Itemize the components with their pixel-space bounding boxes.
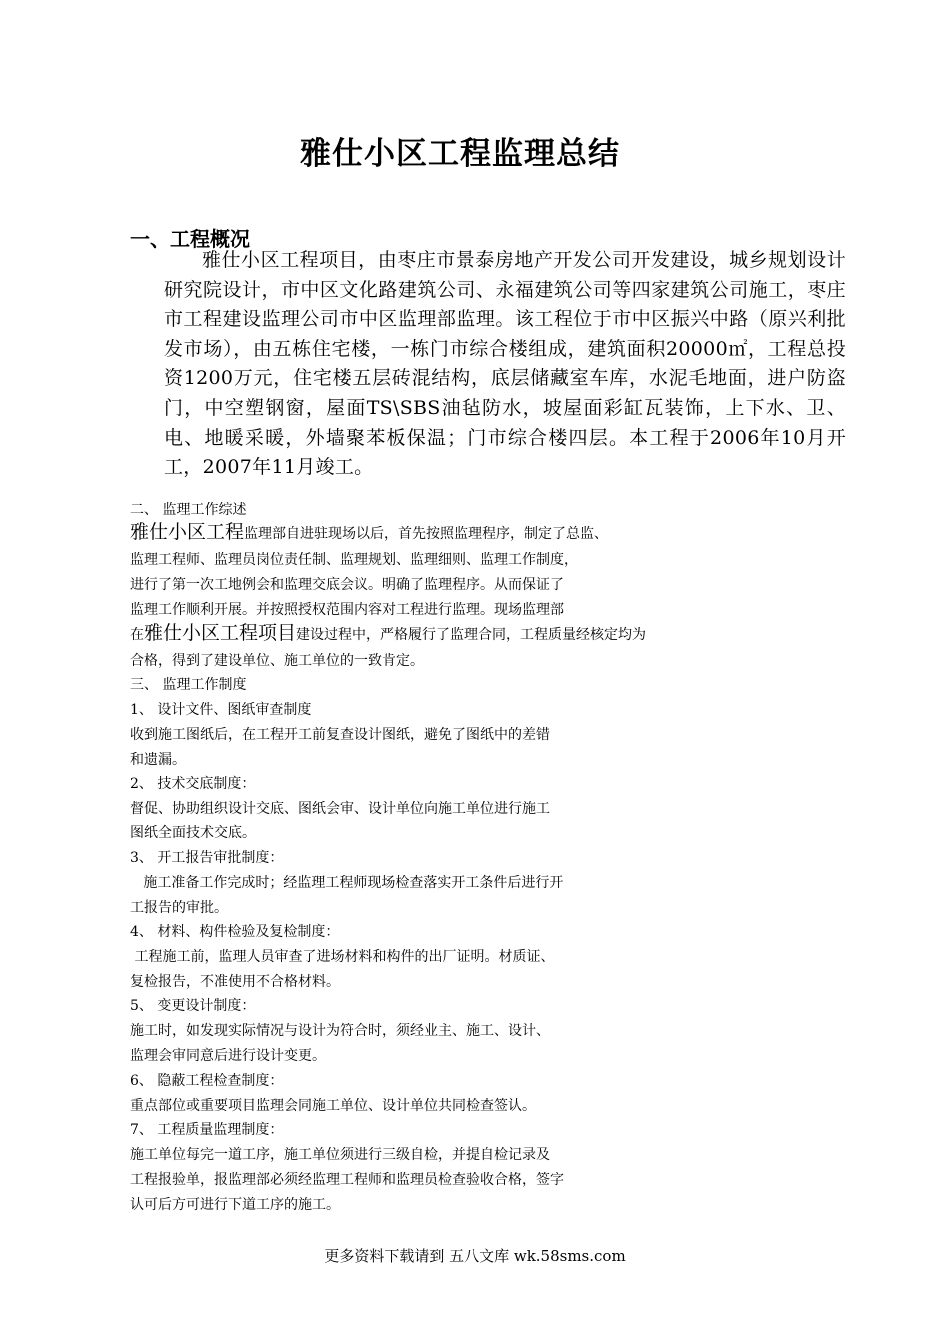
item-title: 4、 材料、构件检验及复检制度：	[130, 924, 340, 940]
item-line: 工程施工前，监理人员审查了进场材料和构件的出厂证明。材质证、	[130, 949, 555, 965]
text-span: 建设过程中，严格履行了监理合同，工程质量经核定均为	[296, 627, 647, 643]
section1-body: 雅仕小区工程项目，由枣庄市景泰房地产开发公司开发建设，城乡规划设计研究院设计，市中区文化路建筑公司、永福建筑公司等四家建筑公司施工，枣庄市工程建设监理公司市中区监理部监理。该工程位于市中区振兴中路（原兴利批发市场），由五栋住宅楼，一栋门市综合楼组成，建筑面积20000㎡，工程总投资1200万元，住宅楼五层砖混结构，底层储藏室车库，水泥毛地面，进户防盗门，中空塑钢窗，屋面TS\SBS油毡防水，坡屋面彩缸瓦装饰，上下水、卫、电、地暖采暖，外墙聚苯板保温；门市综合楼四层。本工程于2006年10月开工，2007年11月竣工。	[164, 249, 846, 479]
footer-text: 更多资料下载请到 五八文库 wk.58sms.com	[324, 1247, 626, 1265]
item-line: 督促、协助组织设计交底、图纸会审、设计单位向施工单位进行施工	[130, 801, 550, 817]
section2-line	[130, 623, 850, 645]
item-line: 施工单位每完一道工序，施工单位须进行三级自检，并提自检记录及	[130, 1147, 550, 1163]
item-line: 工程报验单，报监理部必须经监理工程师和监理员检查验收合格，签字	[130, 1172, 564, 1188]
item-line: 图纸全面技术交底。	[130, 825, 256, 841]
highlight-text: 雅仕小区工程项目	[144, 622, 297, 644]
section2-heading: 二、 监理工作综述	[130, 502, 247, 518]
item-title: 6、 隐蔽工程检查制度：	[130, 1073, 284, 1089]
page-title: 雅仕小区工程监理总结	[300, 136, 620, 172]
item-line: 和遗漏。	[130, 752, 186, 768]
text-span: 在	[130, 627, 144, 643]
item-line: 施工时，如发现实际情况与设计为符合时，须经业主、施工、设计、	[130, 1023, 550, 1039]
section2-line: 监理工程师、监理员岗位责任制、监理规划、监理细则、监理工作制度，	[130, 552, 578, 568]
section2-line: 合格，得到了建设单位、施工单位的一致肯定。	[130, 653, 424, 669]
item-line: 认可后方可进行下道工序的施工。	[130, 1197, 340, 1213]
item-title: 3、 开工报告审批制度：	[130, 850, 284, 866]
highlight-text: 雅仕小区工程	[130, 521, 245, 543]
item-title: 2、 技术交底制度：	[130, 776, 256, 792]
section2-line: 监理工作顺利开展。并按照授权范围内容对工程进行监理。现场监理部	[130, 602, 564, 618]
item-title: 5、 变更设计制度：	[130, 998, 256, 1014]
item-line: 收到施工图纸后，在工程开工前复查设计图纸，避免了图纸中的差错	[130, 727, 550, 743]
item-title: 1、 设计文件、图纸审查制度	[130, 702, 312, 718]
item-line: 工报告的审批。	[130, 900, 228, 916]
section2-line	[130, 522, 850, 544]
item-line: 施工准备工作完成时；经监理工程师现场检查落实开工条件后进行开	[130, 875, 564, 891]
item-line: 复检报告，不准使用不合格材料。	[130, 974, 340, 990]
section2-line: 进行了第一次工地例会和监理交底会议。明确了监理程序。从而保证了	[130, 577, 564, 593]
item-line: 重点部位或重要项目监理会同施工单位、设计单位共同检查签认。	[130, 1098, 536, 1114]
section3-heading: 三、 监理工作制度	[130, 677, 247, 693]
item-line: 监理会审同意后进行设计变更。	[130, 1048, 326, 1064]
item-title: 7、 工程质量监理制度：	[130, 1122, 284, 1138]
section1-heading: 一、工程概况	[130, 227, 250, 251]
text-span: 监理部自进驻现场以后，首先按照监理程序，制定了总监、	[244, 526, 609, 542]
